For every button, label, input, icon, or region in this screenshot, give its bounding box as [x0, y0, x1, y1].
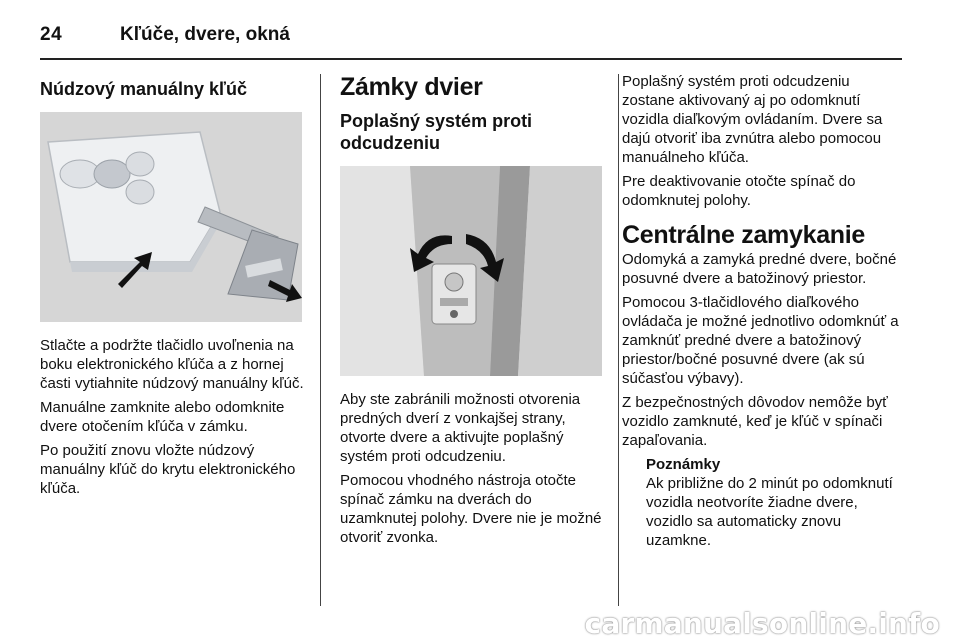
column-central-locking: [622, 72, 904, 555]
column-emergency-key: [40, 72, 305, 503]
paragraph: Pre deaktivovanie otočte spínač do odomknutej polohy.: [622, 173, 856, 209]
note-box: [646, 455, 904, 550]
paragraph: Aby ste zabránili možnosti otvorenia predných dverí z vonkajšej strany, otvorte dvere a aktivujte poplašný systém proti odcudzeniu.: [340, 391, 581, 465]
header-rule: [40, 58, 902, 60]
chapter-title: Kľúče, dvere, okná: [120, 24, 290, 45]
door-lock-switch-icon: [340, 166, 602, 376]
section-heading-emergency-key: Núdzový manuálny kľúč: [40, 79, 247, 99]
watermark: carmanualsonline.info: [584, 607, 940, 640]
paragraph: Z bezpečnostných dôvodov nemôže byť vozidlo zamknuté, keď je kľúč v spínači zapaľovania.: [622, 394, 888, 449]
column-door-locks: [340, 72, 602, 552]
paragraph: Stlačte a podržte tlačidlo uvoľnenia na boku elektronického kľúča a z hornej časti vytiahnite núdzový manuálny kľúč.: [40, 337, 304, 392]
note-title: Poznámky: [646, 456, 721, 473]
paragraph: Po použití znovu vložte núdzový manuálny kľúč do krytu elektronického kľúča.: [40, 442, 296, 497]
smart-key-card-icon: [40, 112, 302, 322]
section-heading-central-locking: Centrálne zamykanie: [622, 221, 866, 249]
page-number: 24: [40, 24, 63, 45]
note-text: Ak približne do 2 minút po odomknutí vozidla neotvoríte žiadne dvere, vozidlo sa automaticky znovu uzamkne.: [646, 475, 893, 549]
paragraph: Pomocou vhodného nástroja otočte spínač zámku na dverách do uzamknutej polohy. Dvere nie je možné otvoriť zvonka.: [340, 472, 602, 546]
paragraph: Pomocou 3-tlačidlového diaľkového ovládača je možné jednotlivo odomknúť a zamknúť predné dvere a batožinový priestor/bočné posuvné dvere (ak sú súčasťou výbavy).: [622, 294, 899, 387]
column-divider-right: [618, 74, 619, 606]
door-lock-figure: [340, 166, 602, 376]
paragraph: Manuálne zamknite alebo odomknite dvere otočením kľúča v zámku.: [40, 399, 285, 435]
column-divider-left: [320, 74, 321, 606]
paragraph: Poplašný systém proti odcudzeniu zostane aktivovaný aj po odomknutí vozidla diaľkovým ovládaním. Dvere sa dajú otvoriť iba zvnútra alebo pomocou manuálneho kľúča.: [622, 73, 883, 166]
paragraph: Odomyká a zamyká predné dvere, bočné posuvné dvere a batožinový priestor.: [622, 251, 897, 287]
section-heading-door-locks: Zámky dvier: [340, 73, 483, 101]
subheading-anti-theft: Poplašný systém proti odcudzeniu: [340, 111, 533, 153]
smart-key-figure: [40, 112, 302, 322]
